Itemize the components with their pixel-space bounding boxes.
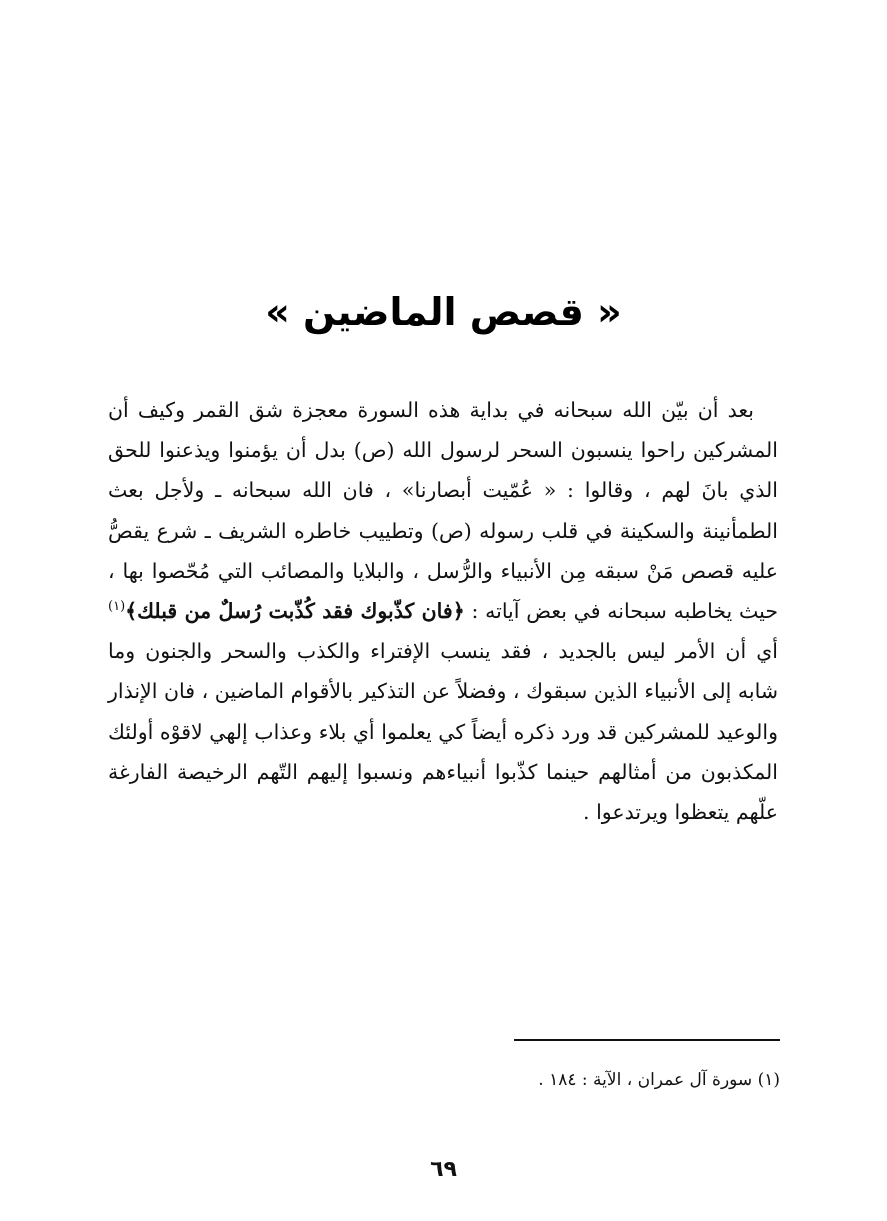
body-paragraph	[108, 390, 778, 832]
footnote-reference: (١)	[108, 599, 126, 615]
footnote: (١) سورة آل عمران ، الآية : ١٨٤ .	[538, 1070, 780, 1090]
paragraph-text-part2: أي أن الأمر ليس بالجديد ، فقد ينسب الإفتراء والكذب والسحر والجنون وما شابه إلى الأنبياء الذين سبقوك ، وفضلاً عن التذكير بالأقوام الماضين ، فان الإنذار والوعيد للمشركين قد ورد ذكره أيضاً كي يعلموا أي بلاء وعذاب إلهي لاقوْه أولئك المكذبون من أمثالهم حينما كذّبوا أنبياءهم ونسبوا إليهم التّهم الرخيصة الفارغة علّهم يتعظوا ويرتدعوا .	[108, 639, 778, 825]
quran-verse: ﴿فان كذّبوك فقد كُذّبت رُسلٌ من قبلك﴾	[125, 599, 465, 624]
paragraph-text-part1: بعد أن بيّن الله سبحانه في بداية هذه السورة معجزة شق القمر وكيف أن المشركين راحوا ينسبون السحر لرسول الله (ص) بدل أن يؤمنوا ويذعنوا للحق الذي بانَ لهم ، وقالوا : « عُمّيت أبصارنا» ، فان الله سبحانه ـ ولأجل بعث الطمأنينة والسكينة في قلب رسوله (ص) وتطييب خاطره الشريف ـ شرع يقصُّ عليه قصص مَنْ سبقه مِن الأنبياء والرُّسل ، والبلايا والمصائب التي مُحّصوا بها ، حيث يخاطبه سبحانه في بعض آياته :	[108, 398, 778, 624]
page-number: ٦٩	[430, 1157, 457, 1182]
chapter-title: « قصص الماضين »	[265, 290, 622, 334]
body-text	[108, 390, 778, 832]
footnote-separator	[514, 1039, 780, 1041]
